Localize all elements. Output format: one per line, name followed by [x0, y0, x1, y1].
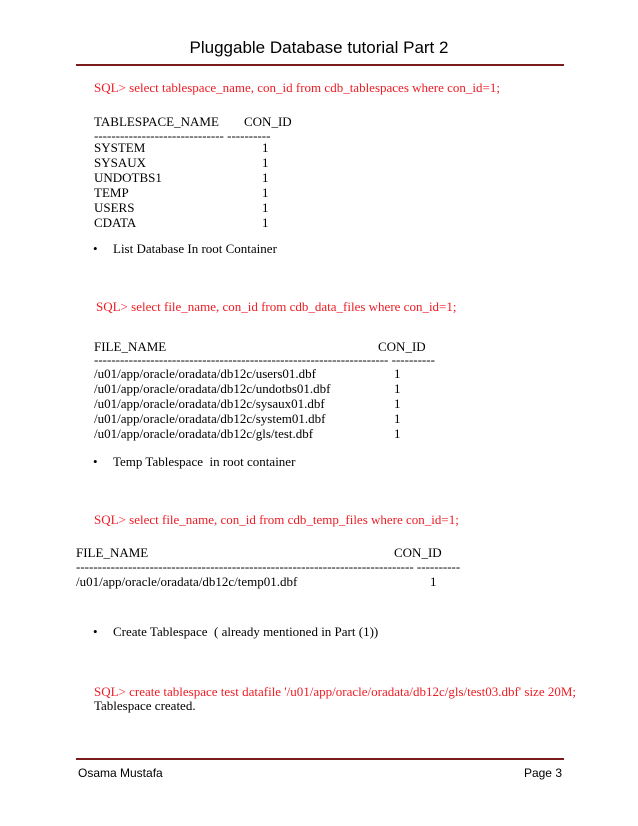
col-header-con-id: CON_ID [244, 114, 292, 129]
row-con-id: 1 [394, 381, 401, 396]
col-header-tablespace-name: TABLESPACE_NAME [94, 114, 219, 129]
sql-create-tablespace: SQL> create tablespace test datafile '/u01/app/oracle/oradata/db12c/gls/test03.dbf' size 20M; [94, 684, 577, 699]
row-name: SYSTEM [94, 140, 146, 155]
bullet-text: Create Tablespace ( already mentioned in Part (1)) [113, 624, 379, 639]
col-header-con-id: CON_ID [394, 545, 442, 560]
header-rule [76, 64, 564, 66]
footer-author: Osama Mustafa [78, 766, 163, 780]
page-header-title: Pluggable Database tutorial Part 2 [189, 38, 449, 57]
row-name: /u01/app/oracle/oradata/db12c/sysaux01.dbf [94, 396, 325, 411]
bullet-icon: • [93, 454, 98, 469]
row-name: /u01/app/oracle/oradata/db12c/gls/test.dbf [94, 426, 314, 441]
row-con-id: 1 [394, 366, 401, 381]
sql-query-data-files: SQL> select file_name, con_id from cdb_data_files where con_id=1; [96, 299, 457, 314]
bullet-temp-tablespace [93, 454, 296, 502]
row-name: TEMP [94, 185, 129, 200]
row-name: /u01/app/oracle/oradata/db12c/temp01.dbf [76, 574, 298, 589]
row-con-id: 1 [262, 170, 269, 185]
row-con-id: 1 [262, 200, 269, 215]
row-con-id: 1 [394, 411, 401, 426]
bullet-list-database [93, 241, 277, 289]
row-con-id: 1 [262, 140, 269, 155]
row-name: /u01/app/oracle/oradata/db12c/system01.dbf [94, 411, 326, 426]
footer-rule [76, 758, 564, 760]
footer-page-number: Page 3 [523, 766, 562, 780]
bullet-create-tablespace [93, 624, 379, 672]
row-con-id: 1 [394, 426, 401, 441]
row-con-id: 1 [262, 155, 269, 170]
row-con-id: 1 [262, 215, 269, 230]
col-header-con-id: CON_ID [378, 339, 426, 354]
create-result-message: Tablespace created. [94, 698, 196, 713]
row-name: SYSAUX [94, 155, 147, 170]
bullet-icon: • [93, 624, 98, 639]
sql-query-tablespaces: SQL> select tablespace_name, con_id from cdb_tablespaces where con_id=1; [94, 80, 500, 95]
row-name: UNDOTBS1 [94, 170, 162, 185]
row-con-id: 1 [262, 185, 269, 200]
column-separator: -------------------------------------------------------------------- ---------- [94, 352, 435, 367]
column-separator: ------------------------------ ---------- [94, 128, 271, 143]
row-name: /u01/app/oracle/oradata/db12c/undotbs01.dbf [94, 381, 331, 396]
row-name: CDATA [94, 215, 137, 230]
sql-query-temp-files: SQL> select file_name, con_id from cdb_temp_files where con_id=1; [94, 512, 459, 527]
bullet-text: List Database In root Container [113, 241, 277, 256]
row-con-id: 1 [394, 396, 401, 411]
bullet-icon: • [93, 241, 98, 256]
column-separator: ------------------------------------------------------------------------------ ---------- [76, 559, 461, 574]
row-name: USERS [94, 200, 135, 215]
row-name: /u01/app/oracle/oradata/db12c/users01.dbf [94, 366, 317, 381]
col-header-file-name: FILE_NAME [76, 545, 149, 560]
col-header-file-name: FILE_NAME [94, 339, 167, 354]
row-con-id: 1 [430, 574, 437, 589]
bullet-text: Temp Tablespace in root container [113, 454, 296, 469]
